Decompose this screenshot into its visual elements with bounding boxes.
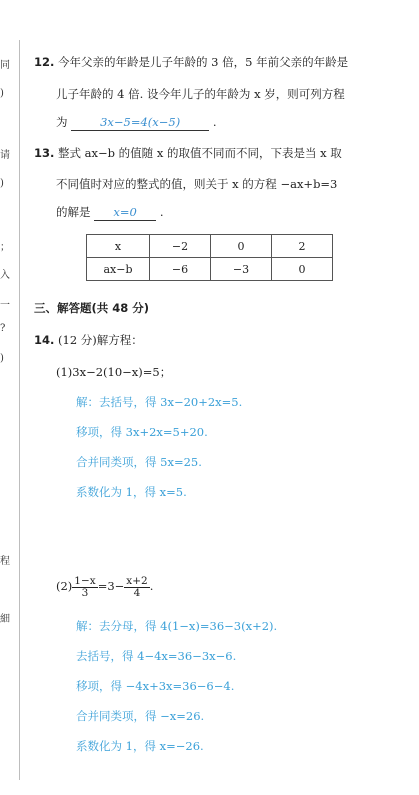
q14-p1-step: 移项，得 3x+2x=5+20. — [76, 425, 208, 439]
table-cell: 0 — [211, 235, 272, 258]
q14-p2-step: 去括号，得 4−4x=36−3x−6. — [76, 649, 237, 663]
q14-head: (12 分)解方程： — [58, 333, 143, 347]
table-row — [87, 258, 333, 281]
q13-line3 — [56, 204, 163, 221]
q12-line3 — [56, 114, 216, 131]
margin-fragment: ； — [0, 242, 10, 253]
q14-p2-step: 合并同类项，得 −x=26. — [76, 709, 205, 723]
q14-p2-problem — [56, 574, 153, 599]
q14-p1-step: 合并同类项，得 5x=25. — [76, 455, 202, 469]
section-header: 三、解答题(共 48 分) — [34, 301, 150, 315]
q12-answer-blank: 3x−5=4(x−5) — [71, 114, 209, 131]
q14-p1-step: 系数化为 1，得 x=5. — [76, 485, 187, 499]
table-cell: −6 — [150, 258, 211, 281]
q14-p2-label: (2) — [56, 579, 73, 593]
q14-p2-fraction1 — [72, 576, 97, 599]
q13-text-line2: 不同值时对应的整式的值，则关于 x 的方程 −ax+b=3 — [56, 177, 338, 191]
q14-p2-fraction2 — [124, 576, 149, 599]
margin-fragment: ) — [0, 178, 4, 189]
margin-fragment: 同 — [0, 60, 10, 71]
q12-line1 — [34, 54, 348, 70]
table-cell: −2 — [150, 235, 211, 258]
q13-number: 13. — [34, 146, 55, 160]
table-cell: ax−b — [87, 258, 150, 281]
table-cell: 2 — [272, 235, 333, 258]
fraction-numerator: 1−x — [74, 574, 96, 587]
q13-answer-blank: x=0 — [94, 204, 156, 221]
q12-text-line2: 儿子年龄的 4 倍. 设今年儿子的年龄为 x 岁，则可列方程 — [56, 87, 345, 101]
table-row — [87, 235, 333, 258]
margin-fragment: 请 — [0, 150, 10, 161]
table-cell: x — [87, 235, 150, 258]
q14-p2-mid: =3− — [97, 579, 125, 593]
q12-prefix: 为 — [56, 115, 68, 129]
column-divider — [19, 40, 20, 780]
q14-p2-step: 移项，得 −4x+3x=36−6−4. — [76, 679, 235, 693]
q12-period: . — [212, 115, 217, 129]
q12-text-line1: 今年父亲的年龄是儿子年龄的 3 倍，5 年前父亲的年龄是 — [58, 55, 349, 69]
margin-fragment: 一 — [0, 300, 10, 311]
fraction-numerator: x+2 — [126, 574, 148, 587]
fraction-denominator: 4 — [133, 586, 141, 599]
q14-number: 14. — [34, 333, 55, 347]
q14-p2-step: 解：去分母，得 4(1−x)=36−3(x+2). — [76, 619, 278, 633]
q14-header — [34, 332, 143, 348]
table-cell: −3 — [211, 258, 272, 281]
q14-p2-step: 系数化为 1，得 x=−26. — [76, 739, 204, 753]
fraction-denominator: 3 — [81, 586, 89, 599]
margin-fragment: ) — [0, 353, 4, 364]
margin-fragment: 入 — [0, 270, 10, 281]
q12-number: 12. — [34, 55, 55, 69]
margin-fragment: ) — [0, 88, 4, 99]
margin-fragment: 程 — [0, 556, 10, 567]
margin-fragment: 細 — [0, 614, 10, 625]
q14-p1-step: 解：去括号，得 3x−20+2x=5. — [76, 395, 243, 409]
q13-line1 — [34, 145, 342, 161]
table-cell: 0 — [272, 258, 333, 281]
q14-p2-end: . — [149, 579, 154, 593]
q13-period: . — [159, 205, 164, 219]
q13-text-line1: 整式 ax−b 的值随 x 的取值不同而不同，下表是当 x 取 — [58, 146, 342, 160]
q14-p1-problem: (1)3x−2(10−x)=5； — [56, 365, 172, 379]
q13-value-table — [86, 234, 333, 281]
margin-fragment: ? — [0, 323, 6, 334]
q13-prefix: 的解是 — [56, 205, 91, 219]
